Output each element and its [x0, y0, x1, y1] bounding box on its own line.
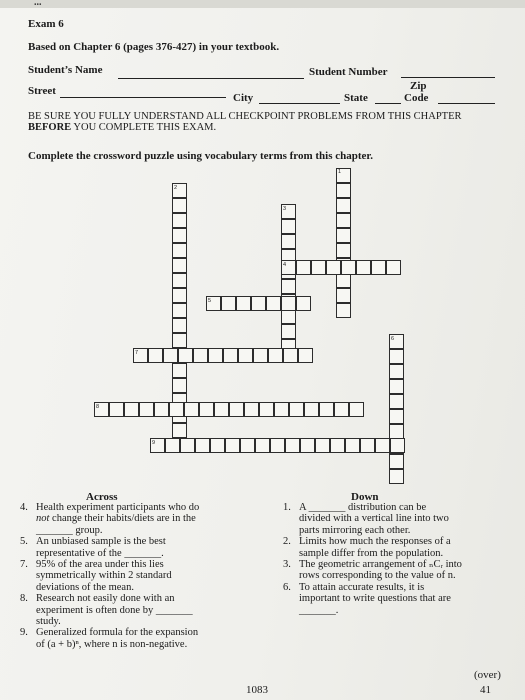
crossword-cell[interactable]	[236, 296, 251, 311]
clue-number: 9	[152, 440, 156, 446]
crossword-cell[interactable]	[360, 438, 375, 453]
clue-down-1: 1. A _______ distribution can be	[283, 502, 427, 513]
crossword-cell[interactable]	[281, 309, 296, 324]
clue-number: 1	[338, 169, 342, 175]
crossword-cell[interactable]	[390, 438, 405, 453]
crossword-cell[interactable]	[195, 438, 210, 453]
crossword-cell[interactable]	[214, 402, 229, 417]
crossword-cell[interactable]	[184, 402, 199, 417]
crossword-cell[interactable]	[172, 198, 187, 213]
crossword-cell[interactable]	[319, 402, 334, 417]
cut-off-header: ...	[34, 0, 42, 8]
crossword-cell[interactable]	[389, 409, 404, 424]
student-number-label: Student Number	[309, 66, 388, 78]
crossword-cell[interactable]	[172, 378, 187, 393]
crossword-cell[interactable]	[139, 402, 154, 417]
crossword-cell[interactable]	[172, 288, 187, 303]
city-field[interactable]	[259, 103, 340, 104]
crossword-cell[interactable]	[349, 402, 364, 417]
clue-across-4: 4. Health experiment participants who do	[20, 502, 200, 513]
crossword-cell[interactable]	[389, 454, 404, 469]
crossword-instructions: Complete the crossword puzzle using vocabulary terms from this chapter.	[28, 150, 374, 162]
crossword-cell[interactable]	[244, 402, 259, 417]
crossword-cell[interactable]	[193, 348, 208, 363]
clue-across-7: 7. 95% of the area under this lies	[20, 559, 164, 571]
crossword-cell[interactable]	[210, 438, 225, 453]
crossword-cell[interactable]	[251, 296, 266, 311]
clue-number: 7	[135, 350, 139, 356]
crossword-cell[interactable]	[311, 260, 326, 275]
crossword-cell[interactable]	[336, 228, 351, 243]
clue-down-2: 2. Limits how much the responses of a	[283, 536, 451, 548]
crossword-cell[interactable]	[296, 296, 311, 311]
crossword-cell[interactable]	[375, 438, 390, 453]
crossword-cell[interactable]	[389, 469, 404, 484]
crossword-cell[interactable]	[240, 438, 255, 453]
crossword-cell[interactable]	[386, 260, 401, 275]
crossword-cell[interactable]	[238, 348, 253, 363]
checkpoint-notice: BE SURE YOU FULLY UNDERSTAND ALL CHECKPOINT PROBLEMS FROM THIS CHAPTER BEFORE YOU COMPLETE THIS EXAM.	[28, 111, 462, 133]
crossword-cell[interactable]	[172, 258, 187, 273]
crossword-cell[interactable]	[208, 348, 223, 363]
crossword-cell[interactable]	[259, 402, 274, 417]
across-clues: 4. Health experiment participants who do not change their habits/diets are in the _______ group. 5. An unbiased sample is the best representative of the _______. 7. 95% of the area under this lies symmetrically within 2 standard deviations of the mean. 8. Research not easily done with an experiment is often done by _______ study. 9. Generalized formula for the expansion of (a + b)ⁿ, where n is non-negative.	[20, 502, 265, 650]
clue-across-9: 9. Generalized formula for the expansion	[20, 627, 199, 639]
crossword-cell[interactable]	[330, 438, 345, 453]
street-label: Street	[28, 85, 56, 97]
crossword-cell[interactable]	[336, 198, 351, 213]
crossword-cell[interactable]	[253, 348, 268, 363]
code-label: Code	[404, 92, 429, 104]
clue-across-5: 5. An unbiased sample is the best	[20, 536, 166, 548]
clue-number: 5	[208, 298, 212, 304]
exam-title: Exam 6	[28, 18, 64, 30]
crossword-cell[interactable]	[165, 438, 180, 453]
student-name-label: Student’s Name	[28, 64, 103, 76]
page-top-strip	[0, 0, 525, 8]
page-code: 1083	[246, 684, 268, 696]
crossword-cell[interactable]	[225, 438, 240, 453]
page-number: 41	[480, 684, 491, 696]
crossword-cell[interactable]	[371, 260, 386, 275]
clue-number: 3	[283, 206, 287, 212]
down-heading: Down	[351, 491, 379, 503]
crossword-cell[interactable]	[255, 438, 270, 453]
zip-code-field[interactable]	[438, 103, 495, 104]
crossword-cell[interactable]	[281, 234, 296, 249]
crossword-cell[interactable]	[336, 213, 351, 228]
crossword-cell[interactable]	[223, 348, 238, 363]
city-label: City	[233, 92, 254, 104]
crossword-cell[interactable]	[172, 303, 187, 318]
crossword-cell[interactable]	[389, 379, 404, 394]
crossword-cell[interactable]	[389, 424, 404, 439]
crossword-cell[interactable]	[199, 402, 214, 417]
crossword-cell[interactable]	[274, 402, 289, 417]
crossword-cell[interactable]	[266, 296, 281, 311]
crossword-cell[interactable]	[389, 394, 404, 409]
student-number-field[interactable]	[401, 77, 495, 78]
crossword-cell[interactable]	[336, 273, 351, 288]
crossword-cell[interactable]	[221, 296, 236, 311]
crossword-cell[interactable]	[124, 402, 139, 417]
down-clues: 1. A _______ distribution can be divided with a vertical line into two parts mirroring each other. 2. Limits how much the responses of a sample differ from the population. 3. The geometric arrangement of ₙCᵣ into rows corresponding to the value of n. 6. To attain accurate results, it is important to write questions that are _______.	[283, 502, 513, 616]
crossword-cell[interactable]	[229, 402, 244, 417]
crossword-cell[interactable]	[336, 303, 351, 318]
crossword-cell[interactable]	[268, 348, 283, 363]
crossword-cell[interactable]	[334, 402, 349, 417]
clue-down-6: 6. To attain accurate results, it is	[283, 581, 425, 593]
street-field[interactable]	[60, 97, 226, 98]
crossword-cell[interactable]	[356, 260, 371, 275]
crossword-cell[interactable]	[283, 348, 298, 363]
crossword-cell[interactable]	[172, 333, 187, 348]
crossword-cell[interactable]	[389, 364, 404, 379]
crossword-cell[interactable]	[154, 402, 169, 417]
crossword-cell[interactable]	[148, 348, 163, 363]
crossword-cell[interactable]	[300, 438, 315, 453]
crossword-cell[interactable]	[326, 260, 341, 275]
chapter-reference: Based on Chapter 6 (pages 376-427) in your textbook.	[28, 41, 280, 53]
crossword-cell[interactable]	[281, 324, 296, 339]
crossword-cell[interactable]	[172, 363, 187, 378]
over-indicator: (over)	[474, 669, 501, 681]
crossword-cell[interactable]	[298, 348, 313, 363]
crossword-cell[interactable]	[172, 318, 187, 333]
crossword-cell[interactable]	[389, 349, 404, 364]
crossword-cell[interactable]	[336, 183, 351, 198]
crossword-cell[interactable]	[281, 219, 296, 234]
crossword-cell[interactable]	[336, 288, 351, 303]
crossword-cell[interactable]	[270, 438, 285, 453]
crossword-cell[interactable]	[172, 243, 187, 258]
crossword-cell[interactable]	[281, 279, 296, 294]
clue-number: 4	[283, 262, 287, 268]
crossword-cell[interactable]	[169, 402, 184, 417]
crossword-cell[interactable]	[172, 228, 187, 243]
crossword-cell[interactable]	[172, 273, 187, 288]
student-name-field[interactable]	[118, 78, 304, 79]
clue-number: 8	[96, 404, 100, 410]
state-label: State	[344, 92, 368, 104]
crossword-cell[interactable]	[281, 296, 296, 311]
crossword-cell[interactable]	[315, 438, 330, 453]
crossword-cell[interactable]	[336, 243, 351, 258]
crossword-cell[interactable]	[296, 260, 311, 275]
clue-number: 2	[174, 185, 178, 191]
clue-down-3: 3. The geometric arrangement of ₙCᵣ into	[283, 559, 462, 571]
crossword-cell[interactable]	[178, 348, 193, 363]
clue-number: 6	[391, 336, 395, 342]
crossword-cell[interactable]	[345, 438, 360, 453]
crossword-cell[interactable]	[304, 402, 319, 417]
crossword-cell[interactable]	[163, 348, 178, 363]
crossword-cell[interactable]	[180, 438, 195, 453]
crossword-cell[interactable]	[172, 423, 187, 438]
across-heading: Across	[86, 491, 118, 503]
crossword-cell[interactable]	[285, 438, 300, 453]
state-field[interactable]	[375, 103, 401, 104]
crossword-cell[interactable]	[109, 402, 124, 417]
clue-across-8: 8. Research not easily done with an	[20, 593, 175, 605]
crossword-cell[interactable]	[341, 260, 356, 275]
zip-label: Zip	[410, 80, 427, 92]
crossword-cell[interactable]	[172, 213, 187, 228]
crossword-cell[interactable]	[289, 402, 304, 417]
